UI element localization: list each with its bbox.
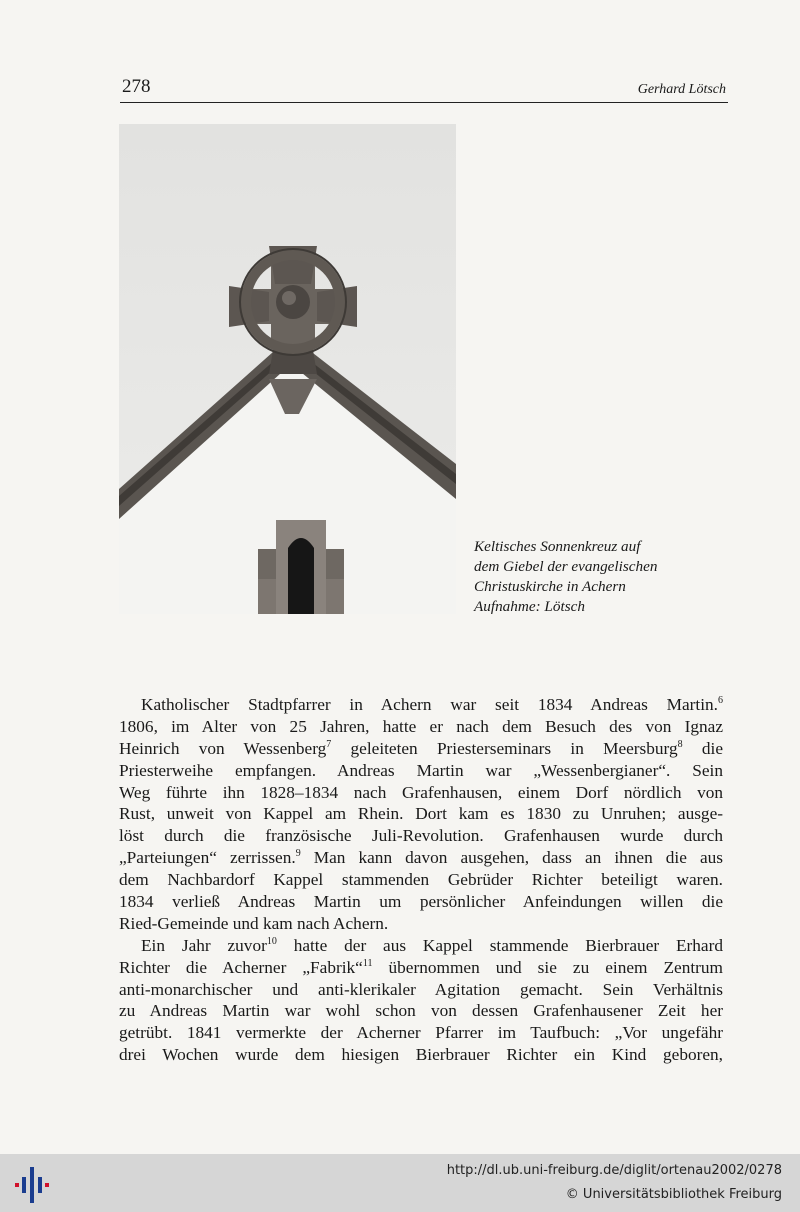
text-line: getrübt. 1841 vermerkte der Acherner Pfarrer im Taufbuch: „Vor ungefähr	[119, 1023, 723, 1043]
text-line: Weg führte ihn 1828–1834 nach Grafenhausen, einem Dorf nördlich von	[119, 782, 723, 802]
digitization-footer	[0, 1154, 800, 1212]
footnote-ref[interactable]: 7	[326, 738, 332, 750]
footnote-ref[interactable]: 11	[362, 957, 373, 969]
text-line: 1806, im Alter von 25 Jahren, hatte er nach dem Besuch des von Ignaz	[119, 716, 723, 736]
sun-cross-gable-image	[119, 124, 456, 614]
copyright-notice: © Universitätsbibliothek Freiburg	[565, 1187, 782, 1202]
text-line: drei Wochen wurde dem hiesigen Bierbrauer Richter ein Kind geboren,	[119, 1045, 723, 1065]
text-span: „Parteiungen“ zerrissen.	[119, 848, 296, 868]
permalink-url[interactable]: http://dl.ub.uni-freiburg.de/diglit/ortenau2002/0278	[446, 1163, 782, 1178]
text-line: Priesterweihe empfangen. Andreas Martin war „Wessenbergianer“. Sein	[119, 760, 723, 780]
footnote-ref[interactable]: 10	[266, 935, 277, 947]
text-line: zu Andreas Martin war wohl schon von dessen Grafenhausener Zeit her	[119, 1001, 723, 1021]
text-span: die	[682, 738, 723, 758]
text-span: geleiteten Priesterseminars in Meersburg	[331, 738, 678, 758]
text-line	[119, 935, 723, 957]
caption-line: dem Giebel der evangelischen	[474, 558, 658, 575]
library-logo-icon	[12, 1165, 52, 1205]
text-line: 1834 verließ Andreas Martin um persönlicher Anfeindungen willen die	[119, 892, 723, 912]
text-line: löst durch die französische Juli-Revolution. Grafenhausen wurde durch	[119, 826, 723, 846]
paragraph-1	[119, 694, 723, 935]
caption-line: Keltisches Sonnenkreuz auf	[474, 538, 641, 555]
footnote-ref[interactable]: 6	[718, 695, 723, 706]
caption-credit: Aufnahme: Lötsch	[474, 598, 585, 615]
footnote-ref[interactable]: 9	[295, 848, 301, 860]
church-gable-photo	[119, 124, 456, 614]
text-span: Man kann davon ausgehen, dass an ihnen die aus	[300, 848, 723, 868]
text-line: Rust, unweit von Kappel am Rhein. Dort kam es 1830 zu Unruhen; ausge-	[119, 804, 723, 824]
body-text	[119, 694, 723, 1066]
text-span: übernommen und sie zu einem Zentrum	[372, 957, 724, 977]
text-span: Ein Jahr zuvor	[141, 935, 267, 955]
footnote-ref[interactable]: 8	[677, 738, 683, 750]
text-span: Heinrich von Wessenberg	[119, 738, 327, 758]
text-span: Richter die Acherner „Fabrik“	[119, 957, 363, 977]
text-line	[119, 694, 723, 716]
paragraph-2	[119, 935, 723, 1066]
text-line: dem Nachbardorf Kappel stammenden Gebrüder Richter beteiligt waren.	[119, 870, 723, 890]
text-line: anti-monarchischer und anti-klerikaler Agitation gemacht. Sein Verhältnis	[119, 979, 723, 999]
figure-caption	[474, 537, 714, 617]
text-line	[119, 847, 723, 869]
page-number: 278	[122, 76, 151, 97]
text-span: hatte der aus Kappel stammende Bierbrauer Erhard	[276, 935, 723, 955]
page-header	[120, 76, 728, 103]
caption-line: Christuskirche in Achern	[474, 578, 626, 595]
text-span: Katholischer Stadtpfarrer in Achern war seit 1834 Andreas Martin.	[141, 695, 718, 714]
running-head-author: Gerhard Lötsch	[637, 82, 726, 97]
text-line	[119, 957, 723, 979]
text-line: Ried-Gemeinde und kam nach Achern.	[119, 913, 389, 933]
text-line	[119, 738, 723, 760]
